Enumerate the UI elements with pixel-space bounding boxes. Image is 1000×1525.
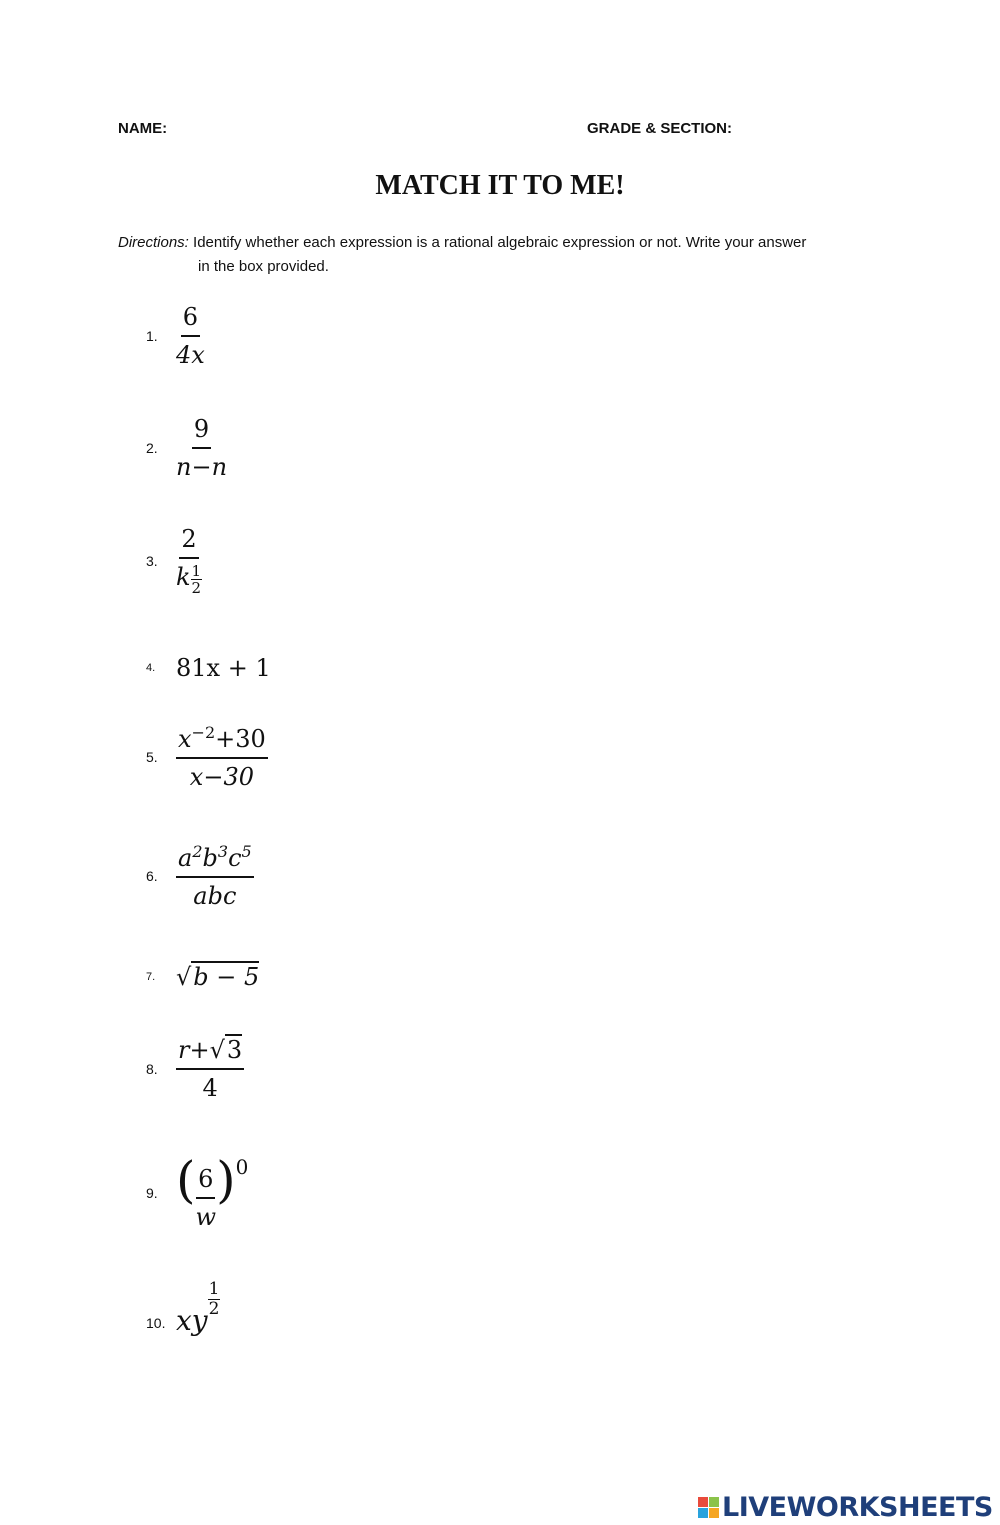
exp-den: 2 bbox=[208, 1299, 220, 1319]
exponent bbox=[191, 563, 203, 596]
item-4 bbox=[146, 654, 271, 682]
radicand: 3 bbox=[226, 1036, 243, 1064]
exp-num: 1 bbox=[208, 1279, 220, 1299]
denominator: w bbox=[195, 1203, 217, 1231]
item-number: 1. bbox=[146, 328, 158, 344]
radicand: b − 5 bbox=[193, 963, 260, 991]
expression bbox=[176, 525, 202, 596]
base: k bbox=[176, 563, 191, 591]
item-number: 5. bbox=[146, 749, 158, 765]
logo-text: LIVEWORKSHEETS bbox=[722, 1492, 993, 1523]
item-10 bbox=[146, 1280, 220, 1337]
exp-c: 5 bbox=[241, 842, 252, 861]
item-6 bbox=[146, 842, 254, 910]
expression bbox=[176, 415, 227, 481]
item-1 bbox=[146, 303, 205, 369]
item-2 bbox=[146, 415, 227, 481]
right-paren: ) bbox=[216, 1151, 236, 1209]
item-number: 6. bbox=[146, 868, 158, 884]
denominator: x−30 bbox=[189, 763, 254, 791]
denominator: n−n bbox=[176, 453, 228, 481]
worksheet-title: MATCH IT TO ME! bbox=[375, 170, 625, 201]
expression: 81x + 1 bbox=[176, 654, 271, 682]
exponent bbox=[208, 1280, 221, 1319]
denominator: 4 bbox=[202, 1074, 218, 1102]
denominator: 4x bbox=[176, 341, 205, 369]
denominator bbox=[176, 559, 202, 596]
numerator: 6 bbox=[196, 1165, 215, 1199]
numerator bbox=[176, 842, 254, 878]
item-3 bbox=[146, 525, 202, 596]
item-number: 10. bbox=[146, 1315, 166, 1331]
item-7 bbox=[146, 963, 259, 991]
item-number: 9. bbox=[146, 1185, 158, 1201]
numerator bbox=[176, 1036, 244, 1070]
numerator: 9 bbox=[192, 415, 211, 449]
var-c: c bbox=[228, 844, 242, 872]
directions-line2: in the box provided. bbox=[198, 257, 329, 275]
term: r+ bbox=[178, 1036, 210, 1064]
grade-section-label: GRADE & SECTION: bbox=[587, 120, 733, 137]
base: xy bbox=[176, 1304, 208, 1337]
rest: +30 bbox=[215, 725, 266, 753]
var-a: a bbox=[178, 844, 193, 872]
exp-num: 1 bbox=[191, 562, 202, 580]
item-8 bbox=[146, 1036, 244, 1102]
var-b: b bbox=[202, 844, 218, 872]
item-number: 8. bbox=[146, 1061, 158, 1077]
exp-den: 2 bbox=[191, 579, 202, 597]
numerator: 6 bbox=[181, 303, 200, 337]
numerator: 2 bbox=[179, 525, 198, 559]
item-number: 3. bbox=[146, 552, 158, 569]
expression bbox=[176, 842, 254, 910]
name-label: NAME: bbox=[118, 120, 168, 137]
denominator: abc bbox=[193, 882, 237, 910]
directions bbox=[118, 231, 898, 278]
exponent: 0 bbox=[235, 1155, 249, 1179]
expression bbox=[176, 1036, 244, 1102]
radical-icon: √ bbox=[209, 1036, 225, 1064]
expression bbox=[176, 303, 205, 369]
base: x bbox=[178, 725, 192, 753]
expression bbox=[176, 1280, 220, 1337]
exp-b: 3 bbox=[217, 842, 229, 861]
exp-a: 2 bbox=[192, 842, 203, 861]
directions-lead: Directions: bbox=[118, 234, 189, 251]
numerator bbox=[176, 723, 268, 759]
exponent: −2 bbox=[191, 723, 216, 742]
directions-line1: Identify whether each expression is a rational algebraic expression or not. Write your answer bbox=[188, 234, 807, 251]
radical-icon: √ bbox=[176, 963, 192, 991]
expression bbox=[176, 723, 268, 791]
left-paren: ( bbox=[176, 1151, 196, 1209]
item-9 bbox=[146, 1151, 249, 1231]
item-5 bbox=[146, 723, 268, 791]
liveworksheets-logo bbox=[698, 1492, 993, 1523]
item-number: 7. bbox=[146, 971, 156, 983]
item-number: 2. bbox=[146, 440, 158, 456]
logo-tiles-icon bbox=[698, 1497, 719, 1518]
expression bbox=[176, 1151, 249, 1231]
expression bbox=[176, 963, 259, 991]
item-number: 4. bbox=[146, 662, 156, 674]
